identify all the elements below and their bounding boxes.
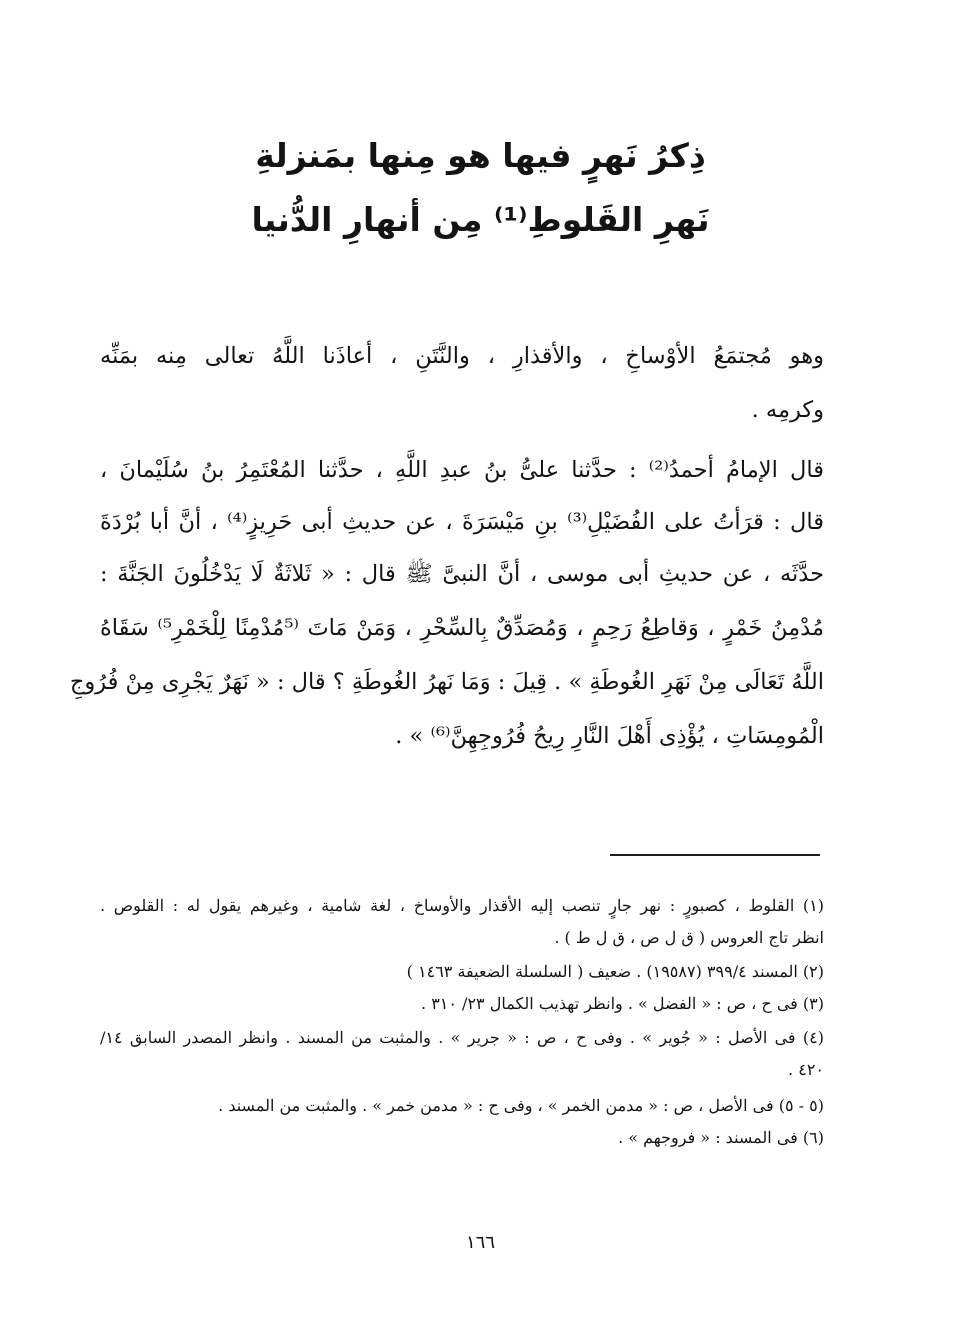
footnote-line: (٦) فى المسند : « فروجهم » .	[618, 1128, 824, 1147]
body-line: وهو مُجتمَعُ الأوْساخِ ، والأقذارِ ، والنَّتَنِ ، أعاذَنا اللَّهُ تعالى مِنه بمَنِّه	[100, 343, 824, 369]
footnote-line: (٣) فى ح ، ص : « الفضل » . وانظر تهذيب الكمال ٢٣/ ٣١٠ .	[421, 994, 824, 1013]
body-line: حدَّثَه ، عن حديثِ أبى موسى ، أنَّ النبىَّ ﷺ قال : « ثَلاثَةٌ لَا يَدْخُلُونَ الجَنَّةَ :	[100, 561, 824, 587]
footnote-line: (٥ - ٥) فى الأصل ، ص : « مدمن الخمر » ، وفى ح : « مدمن خمر » . والمثبت من المسند .	[218, 1096, 824, 1115]
body-line: مُدْمِنُ خَمْرٍ ، وَقاطِعُ رَحِمٍ ، وَمُصَدِّقٌ بِالسِّحْرِ ، وَمَنْ مَاتَ ⁽⁵مُدْمِنًا لِلْخَمْرِ⁵⁾ سَقَاهُ	[100, 615, 824, 641]
footnote-line: (٢) المسند ٣٩٩/٤ (١٩٥٨٧) . ضعيف ( السلسلة الضعيفة ١٤٦٣ )	[406, 962, 824, 981]
chapter-title-line-1: ذِكرُ نَهرٍ فيها هو مِنها بمَنزلةِ	[255, 136, 706, 175]
chapter-title-line-2: نَهرِ القَلوطِ⁽¹⁾ مِن أنهارِ الدُّنيا	[251, 200, 710, 239]
body-line: وكرمِه .	[751, 397, 824, 423]
body-line: الْمُومِسَاتِ ، يُؤْذِى أَهْلَ النَّارِ رِيحُ فُرُوجِهِنَّ⁽⁶⁾ » .	[395, 723, 824, 749]
footnote-divider	[610, 854, 820, 856]
body-line: اللَّهُ تَعَالَى مِنْ نَهَرِ الغُوطَةِ » . قِيلَ : وَمَا نَهرُ الغُوطَةِ ؟ قال : « نَهَرٌ يَجْرِى مِنْ فُرُوجِ	[69, 669, 824, 695]
footnote-line: ٤٢٠ .	[788, 1060, 824, 1079]
footnote-line: (١) القلوط ، كصبورٍ : نهر جارٍ تنصب إليه الأقذار والأوساخ ، لغة شامية ، وغيرهم يقول له : القلوص .	[100, 896, 825, 915]
footnote-line: (٤) فى الأصل : « جُوير » . وفى ح ، ص : « جرير » . والمثبت من المسند . وانظر المصدر السابق ١٤/	[100, 1028, 824, 1047]
body-line: قال : قرَأتُ على الفُضَيْلِ⁽³⁾ بنِ مَيْسَرَةَ ، عن حديثِ أبى حَرِيزٍ⁽⁴⁾ ، أنَّ أبا بُرْدَةَ	[100, 509, 825, 535]
footnote-line: انظر تاج العروس ( ق ل ص ، ق ل ط ) .	[554, 928, 824, 947]
page-number: ١٦٦	[465, 1232, 495, 1253]
body-line: قال الإمامُ أحمدُ⁽²⁾ : حدَّثنا علىُّ بنُ عبدِ اللَّهِ ، حدَّثنا المُعْتَمِرُ بنُ سُلَيْمانَ ،	[100, 457, 824, 483]
